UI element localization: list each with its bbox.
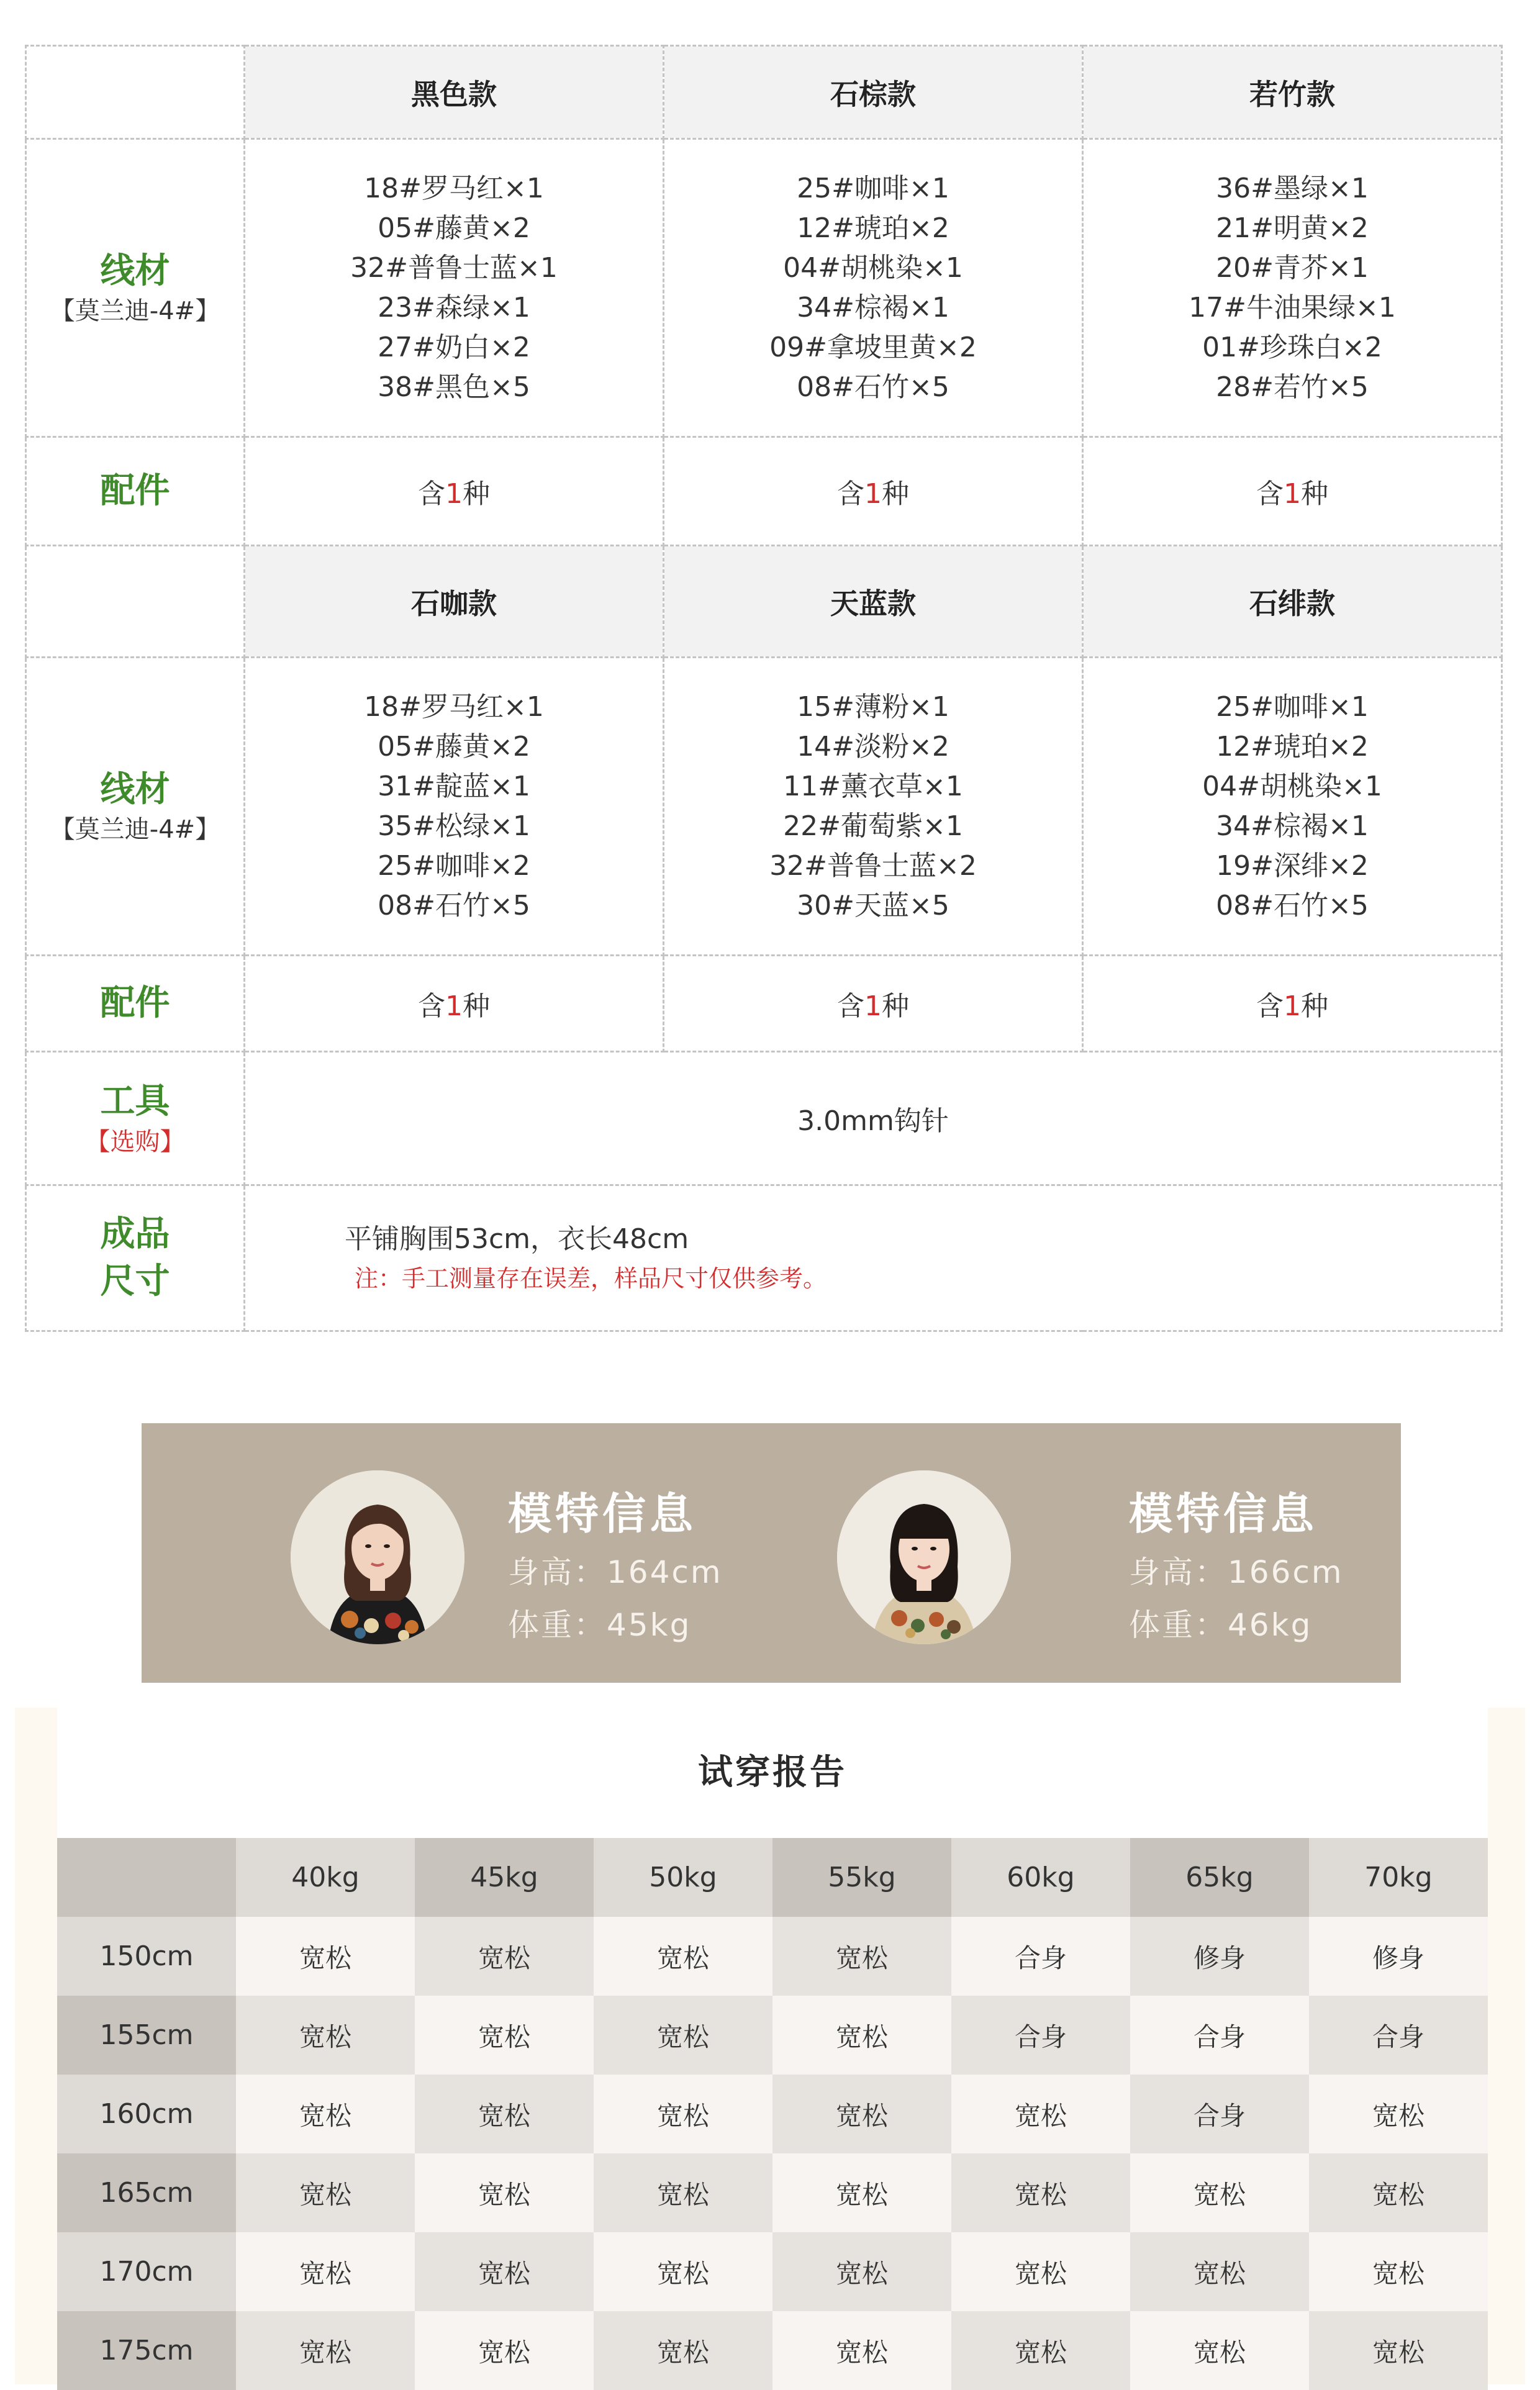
fit-cell: 宽松 [772, 2311, 951, 2390]
model-weight: 体重：45kg [508, 1607, 692, 1643]
tool-row [26, 1052, 1502, 1185]
weight-header: 45kg [415, 1838, 594, 1917]
fit-cell: 宽松 [772, 1996, 951, 2075]
material-item: 18#罗马红×1 [364, 172, 544, 204]
tool-label-cell [26, 1052, 245, 1185]
fit-cell: 宽松 [415, 2075, 594, 2153]
fit-cell: 宽松 [772, 2232, 951, 2311]
material-item: 20#青芥×1 [1216, 251, 1369, 284]
model-title: 模特信息 [1129, 1488, 1318, 1539]
fit-cell: 宽松 [594, 1996, 772, 2075]
material-item: 08#石竹×5 [378, 889, 530, 921]
spec-table [25, 45, 1503, 1332]
model-weight: 体重：46kg [1129, 1607, 1313, 1643]
model-photo [837, 1470, 1011, 1644]
material-item: 36#墨绿×1 [1216, 172, 1369, 204]
size-text: 平铺胸围53cm，衣长48cm [345, 1223, 689, 1255]
fit-cell: 宽松 [951, 2232, 1130, 2311]
accessory-count: 1 [445, 990, 463, 1022]
accessory-suffix: 种 [463, 990, 490, 1022]
fit-cell: 修身 [1309, 1917, 1488, 1996]
fit-report-table [57, 1838, 1488, 2390]
material-item: 01#珍珠白×2 [1202, 331, 1382, 363]
material-item: 18#罗马红×1 [364, 690, 544, 723]
fit-cell: 宽松 [594, 2153, 772, 2232]
height-header: 170cm [57, 2232, 236, 2311]
fit-cell: 宽松 [772, 2153, 951, 2232]
fit-report-title: 试穿报告 [698, 1752, 847, 1793]
weight-header: 50kg [594, 1838, 772, 1917]
corner-cell [57, 1838, 236, 1917]
material-item: 21#明黄×2 [1216, 212, 1369, 244]
material-item: 35#松绿×1 [378, 810, 530, 842]
size-label-cell [26, 1185, 245, 1331]
style-header-row [26, 546, 1502, 658]
model-photo [291, 1470, 464, 1644]
material-item: 25#咖啡×2 [378, 849, 530, 882]
fit-cell: 宽松 [1130, 2153, 1309, 2232]
style-name: 天蓝款 [664, 546, 1083, 658]
accessory-prefix: 含 [837, 478, 864, 510]
size-note: 注：手工测量存在误差，样品尺寸仅供参考。 [355, 1265, 827, 1292]
accessory-cell [245, 437, 664, 546]
table-row [57, 1996, 1488, 2075]
fit-cell: 宽松 [236, 1996, 415, 2075]
weight-header: 70kg [1309, 1838, 1488, 1917]
fit-cell: 宽松 [594, 2075, 772, 2153]
material-item: 38#黑色×5 [378, 371, 530, 403]
fit-cell: 宽松 [951, 2153, 1130, 2232]
style-name: 石棕款 [664, 46, 1083, 139]
accessory-suffix: 种 [463, 478, 490, 510]
corner-cell [26, 546, 245, 658]
fit-cell: 宽松 [236, 2311, 415, 2390]
model-title: 模特信息 [508, 1488, 697, 1539]
fit-cell: 宽松 [772, 2075, 951, 2153]
accessory-count: 1 [445, 478, 463, 510]
fit-cell: 修身 [1130, 1917, 1309, 1996]
accessory-cell [664, 437, 1083, 546]
table-row [57, 2153, 1488, 2232]
accessory-prefix: 含 [1256, 990, 1284, 1022]
material-item: 28#若竹×5 [1216, 371, 1369, 403]
fit-cell: 宽松 [415, 1917, 594, 1996]
accessory-count: 1 [864, 478, 882, 510]
accessory-cell [1083, 956, 1502, 1052]
accessory-row [26, 437, 1502, 546]
height-header: 160cm [57, 2075, 236, 2153]
fit-cell: 宽松 [1130, 2232, 1309, 2311]
accessory-count: 1 [1284, 478, 1301, 510]
fit-cell: 宽松 [951, 2311, 1130, 2390]
weight-header-row [57, 1838, 1488, 1917]
fit-cell: 合身 [951, 1917, 1130, 1996]
fit-cell: 宽松 [415, 2153, 594, 2232]
material-item: 12#琥珀×2 [797, 212, 949, 244]
model-height: 身高：164cm [508, 1554, 723, 1590]
fit-cell: 合身 [1309, 1996, 1488, 2075]
model-card [763, 1423, 1401, 1683]
weight-header: 40kg [236, 1838, 415, 1917]
row-label-material: 线材 [100, 769, 170, 810]
material-item: 09#拿坡里黄×2 [769, 331, 977, 363]
fit-cell: 宽松 [415, 2311, 594, 2390]
row-label-tool-sub: 【选购】 [85, 1127, 185, 1156]
row-label-accessory: 配件 [26, 956, 245, 1052]
fit-cell: 合身 [951, 1996, 1130, 2075]
material-label-cell [26, 658, 245, 956]
accessory-prefix: 含 [837, 990, 864, 1022]
material-item: 12#琥珀×2 [1216, 730, 1369, 763]
material-item: 27#奶白×2 [378, 331, 530, 363]
model-info-banner [142, 1423, 1401, 1683]
material-item: 34#棕褐×1 [797, 291, 949, 324]
accessory-count: 1 [864, 990, 882, 1022]
row-label-material: 线材 [100, 250, 170, 291]
accessory-suffix: 种 [882, 478, 909, 510]
material-list [1083, 139, 1502, 437]
fit-cell: 合身 [1130, 1996, 1309, 2075]
material-list [664, 139, 1083, 437]
height-header: 155cm [57, 1996, 236, 2075]
fit-cell: 宽松 [415, 1996, 594, 2075]
material-item: 15#薄粉×1 [797, 690, 949, 723]
material-list [664, 658, 1083, 956]
style-name: 若竹款 [1083, 46, 1502, 139]
material-item: 17#牛油果绿×1 [1189, 291, 1396, 324]
fit-cell: 宽松 [236, 2153, 415, 2232]
material-item: 31#靛蓝×1 [378, 770, 530, 802]
material-item: 04#胡桃染×1 [783, 251, 963, 284]
fit-cell: 宽松 [594, 1917, 772, 1996]
material-item: 23#森绿×1 [378, 291, 530, 324]
style-name: 黑色款 [245, 46, 664, 139]
fit-cell: 宽松 [1309, 2075, 1488, 2153]
accessory-row [26, 956, 1502, 1052]
material-row [26, 139, 1502, 437]
material-item: 22#葡萄紫×1 [783, 810, 963, 842]
accessory-prefix: 含 [418, 990, 445, 1022]
row-label-material-sub: 【莫兰迪-4#】 [50, 297, 220, 326]
accessory-cell [245, 956, 664, 1052]
row-label-tool: 工具 [100, 1081, 170, 1122]
material-item: 32#普鲁士蓝×1 [350, 251, 558, 284]
model-card [142, 1423, 763, 1683]
corner-cell [26, 46, 245, 139]
material-item: 30#天蓝×5 [797, 889, 949, 921]
material-item: 05#藤黄×2 [378, 730, 530, 763]
accessory-cell [1083, 437, 1502, 546]
height-header: 150cm [57, 1917, 236, 1996]
size-row [26, 1185, 1502, 1331]
weight-header: 60kg [951, 1838, 1130, 1917]
fit-cell: 宽松 [1309, 2232, 1488, 2311]
table-row [57, 1917, 1488, 1996]
material-item: 14#淡粉×2 [797, 730, 949, 763]
model-height: 身高：166cm [1129, 1554, 1344, 1590]
material-item: 08#石竹×5 [797, 371, 949, 403]
table-row [57, 2311, 1488, 2390]
row-label-size-1: 成品 [100, 1214, 170, 1255]
material-label-cell [26, 139, 245, 437]
fit-cell: 宽松 [772, 1917, 951, 1996]
material-list [245, 658, 664, 956]
fit-cell: 宽松 [1130, 2311, 1309, 2390]
accessory-suffix: 种 [1301, 990, 1328, 1022]
height-header: 175cm [57, 2311, 236, 2390]
material-item: 05#藤黄×2 [378, 212, 530, 244]
height-header: 165cm [57, 2153, 236, 2232]
table-row [57, 2232, 1488, 2311]
fit-cell: 宽松 [1309, 2153, 1488, 2232]
row-label-size-2: 尺寸 [100, 1261, 170, 1301]
table-row [57, 2075, 1488, 2153]
fit-cell: 宽松 [236, 1917, 415, 1996]
fit-cell: 宽松 [236, 2232, 415, 2311]
fit-cell: 宽松 [236, 2075, 415, 2153]
material-row [26, 658, 1502, 956]
accessory-prefix: 含 [1256, 478, 1284, 510]
accessory-suffix: 种 [882, 990, 909, 1022]
fit-cell: 宽松 [1309, 2311, 1488, 2390]
row-label-accessory: 配件 [26, 437, 245, 546]
accessory-count: 1 [1284, 990, 1301, 1022]
fit-cell: 宽松 [415, 2232, 594, 2311]
material-item: 11#薰衣草×1 [783, 770, 963, 802]
fit-cell: 宽松 [951, 2075, 1130, 2153]
fit-cell: 合身 [1130, 2075, 1309, 2153]
material-list [1083, 658, 1502, 956]
material-item: 19#深绯×2 [1216, 849, 1369, 882]
material-list [245, 139, 664, 437]
weight-header: 55kg [772, 1838, 951, 1917]
weight-header: 65kg [1130, 1838, 1309, 1917]
material-item: 08#石竹×5 [1216, 889, 1369, 921]
style-header-row [26, 46, 1502, 139]
material-item: 04#胡桃染×1 [1202, 770, 1382, 802]
style-name: 石咖款 [245, 546, 664, 658]
material-item: 34#棕褐×1 [1216, 810, 1369, 842]
size-value-cell [245, 1185, 1502, 1331]
row-label-material-sub: 【莫兰迪-4#】 [50, 815, 220, 844]
accessory-suffix: 种 [1301, 478, 1328, 510]
material-item: 25#咖啡×1 [1216, 690, 1369, 723]
material-item: 32#普鲁士蓝×2 [769, 849, 977, 882]
tool-value: 3.0mm钩针 [245, 1052, 1502, 1185]
style-name: 石绯款 [1083, 546, 1502, 658]
fit-cell: 宽松 [594, 2232, 772, 2311]
accessory-prefix: 含 [418, 478, 445, 510]
accessory-cell [664, 956, 1083, 1052]
material-item: 25#咖啡×1 [797, 172, 949, 204]
fit-cell: 宽松 [594, 2311, 772, 2390]
